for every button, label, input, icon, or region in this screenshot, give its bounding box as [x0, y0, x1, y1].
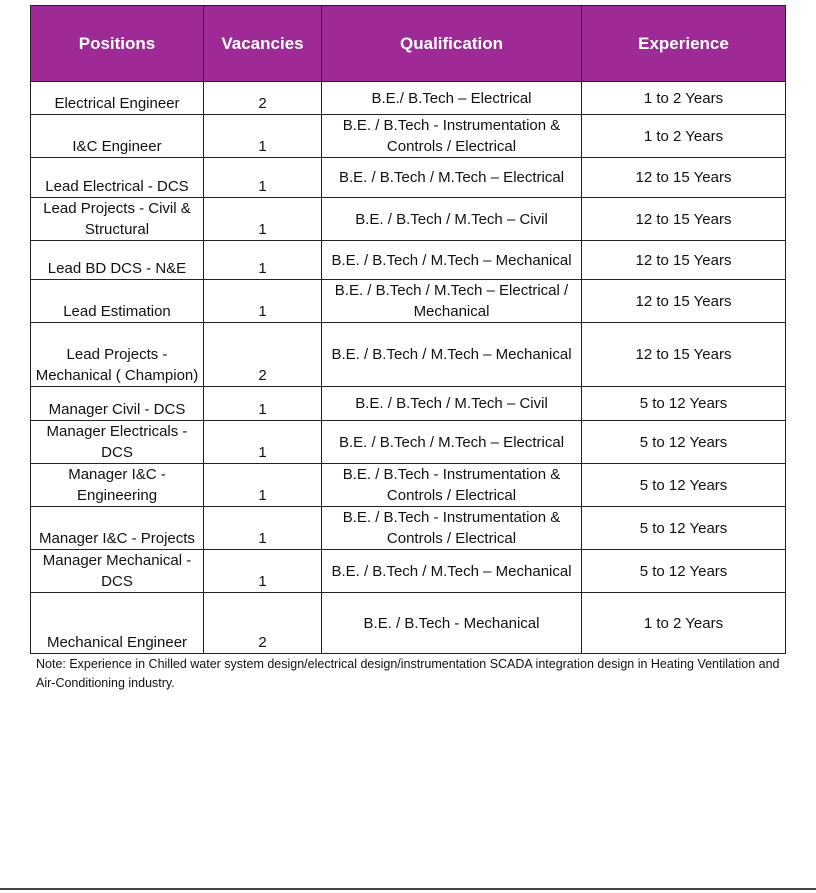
position-cell: Manager I&C - Projects: [31, 507, 204, 550]
position-cell: Lead Electrical - DCS: [31, 158, 204, 198]
vacancies-table-wrapper: [30, 5, 786, 654]
vacancies-cell: 2: [204, 82, 322, 115]
qualification-cell: B.E. / B.Tech / M.Tech – Mechanical: [322, 323, 582, 387]
table-row: [31, 550, 786, 593]
position-cell: Manager I&C - Engineering: [31, 464, 204, 507]
qualification-cell: B.E. / B.Tech / M.Tech – Electrical: [322, 421, 582, 464]
experience-cell: 12 to 15 Years: [582, 241, 786, 280]
position-cell: Lead Estimation: [31, 280, 204, 323]
header-experience: Experience: [582, 6, 786, 82]
experience-cell: 5 to 12 Years: [582, 421, 786, 464]
qualification-cell: B.E. / B.Tech / M.Tech – Electrical / Mechanical: [322, 280, 582, 323]
qualification-cell: B.E. / B.Tech / M.Tech – Electrical: [322, 158, 582, 198]
table-row: [31, 241, 786, 280]
vacancies-cell: 1: [204, 464, 322, 507]
experience-cell: 1 to 2 Years: [582, 115, 786, 158]
experience-cell: 5 to 12 Years: [582, 507, 786, 550]
experience-cell: 12 to 15 Years: [582, 280, 786, 323]
experience-cell: 1 to 2 Years: [582, 593, 786, 654]
table-row: [31, 464, 786, 507]
experience-note: Note: Experience in Chilled water system design/electrical design/instrumentation SCADA integration design in Heating Ventilation and Air-Conditioning industry.: [36, 657, 780, 690]
experience-cell: 12 to 15 Years: [582, 323, 786, 387]
vacancies-cell: 1: [204, 241, 322, 280]
vacancies-cell: 1: [204, 421, 322, 464]
qualification-cell: B.E./ B.Tech – Electrical: [322, 82, 582, 115]
position-cell: Manager Electricals - DCS: [31, 421, 204, 464]
position-cell: Mechanical Engineer: [31, 593, 204, 654]
table-row: [31, 421, 786, 464]
header-row: [31, 6, 786, 82]
table-row: [31, 507, 786, 550]
vacancies-cell: 1: [204, 387, 322, 421]
position-cell: I&C Engineer: [31, 115, 204, 158]
vacancies-cell: 1: [204, 507, 322, 550]
vacancies-cell: 1: [204, 198, 322, 241]
header-positions: Positions: [31, 6, 204, 82]
experience-cell: 12 to 15 Years: [582, 198, 786, 241]
qualification-cell: B.E. / B.Tech / M.Tech – Mechanical: [322, 550, 582, 593]
position-cell: Electrical Engineer: [31, 82, 204, 115]
qualification-cell: B.E. / B.Tech / M.Tech – Civil: [322, 198, 582, 241]
vacancies-cell: 2: [204, 323, 322, 387]
vacancies-cell: 1: [204, 550, 322, 593]
experience-cell: 1 to 2 Years: [582, 82, 786, 115]
position-cell: Manager Civil - DCS: [31, 387, 204, 421]
header-vacancies: Vacancies: [204, 6, 322, 82]
qualification-cell: B.E. / B.Tech - Instrumentation & Controls / Electrical: [322, 507, 582, 550]
position-cell: Lead Projects - Civil & Structural: [31, 198, 204, 241]
table-row: [31, 82, 786, 115]
vacancies-table: [30, 5, 786, 654]
qualification-cell: B.E. / B.Tech - Instrumentation & Controls / Electrical: [322, 464, 582, 507]
position-cell: Lead BD DCS - N&E: [31, 241, 204, 280]
page-bottom-rule: [0, 888, 816, 890]
vacancies-cell: 1: [204, 158, 322, 198]
vacancies-cell: 1: [204, 280, 322, 323]
header-qualification: Qualification: [322, 6, 582, 82]
table-row: [31, 158, 786, 198]
experience-cell: 5 to 12 Years: [582, 387, 786, 421]
qualification-cell: B.E. / B.Tech / M.Tech – Mechanical: [322, 241, 582, 280]
position-cell: Manager Mechanical - DCS: [31, 550, 204, 593]
qualification-cell: B.E. / B.Tech - Instrumentation & Controls / Electrical: [322, 115, 582, 158]
table-row: [31, 280, 786, 323]
qualification-cell: B.E. / B.Tech / M.Tech – Civil: [322, 387, 582, 421]
table-row: [31, 115, 786, 158]
vacancies-cell: 2: [204, 593, 322, 654]
vacancies-cell: 1: [204, 115, 322, 158]
table-row: [31, 593, 786, 654]
table-row: [31, 198, 786, 241]
qualification-cell: B.E. / B.Tech - Mechanical: [322, 593, 582, 654]
position-cell: Lead Projects - Mechanical ( Champion): [31, 323, 204, 387]
experience-cell: 12 to 15 Years: [582, 158, 786, 198]
table-row: [31, 323, 786, 387]
experience-cell: 5 to 12 Years: [582, 464, 786, 507]
experience-cell: 5 to 12 Years: [582, 550, 786, 593]
table-row: [31, 387, 786, 421]
